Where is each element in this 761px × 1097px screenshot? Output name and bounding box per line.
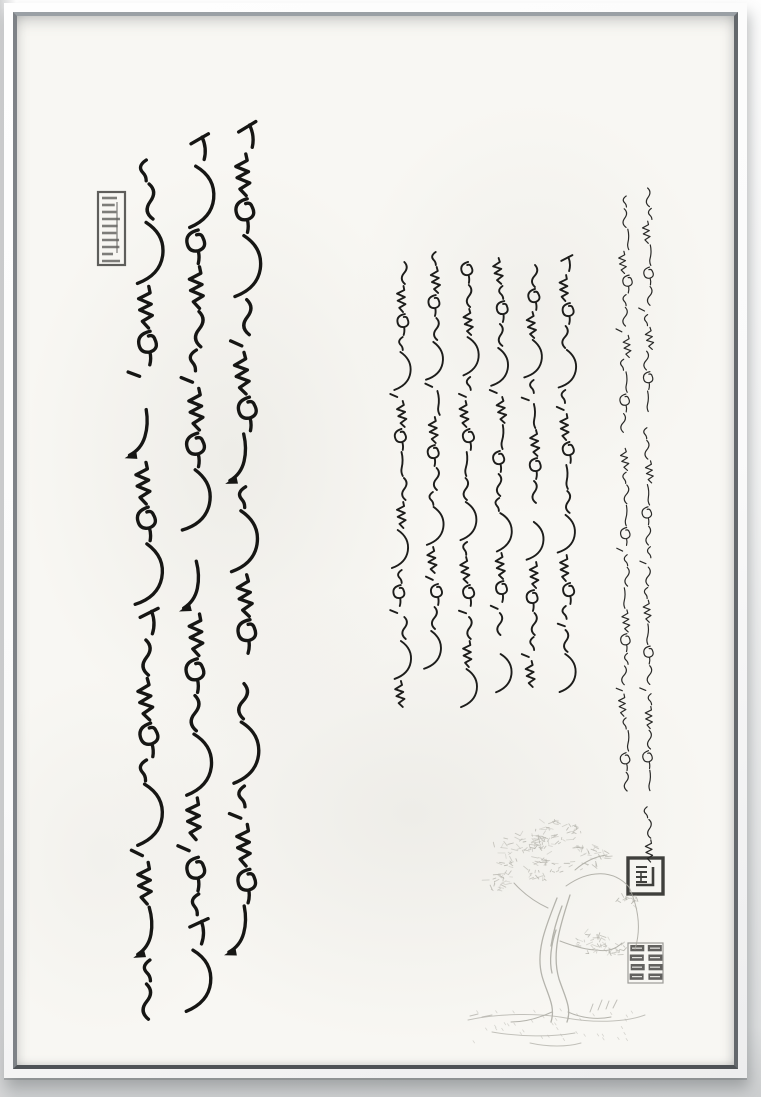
picture-frame (4, 3, 747, 1078)
frame-inner-lip (13, 12, 738, 1069)
artwork-paper (17, 16, 734, 1065)
